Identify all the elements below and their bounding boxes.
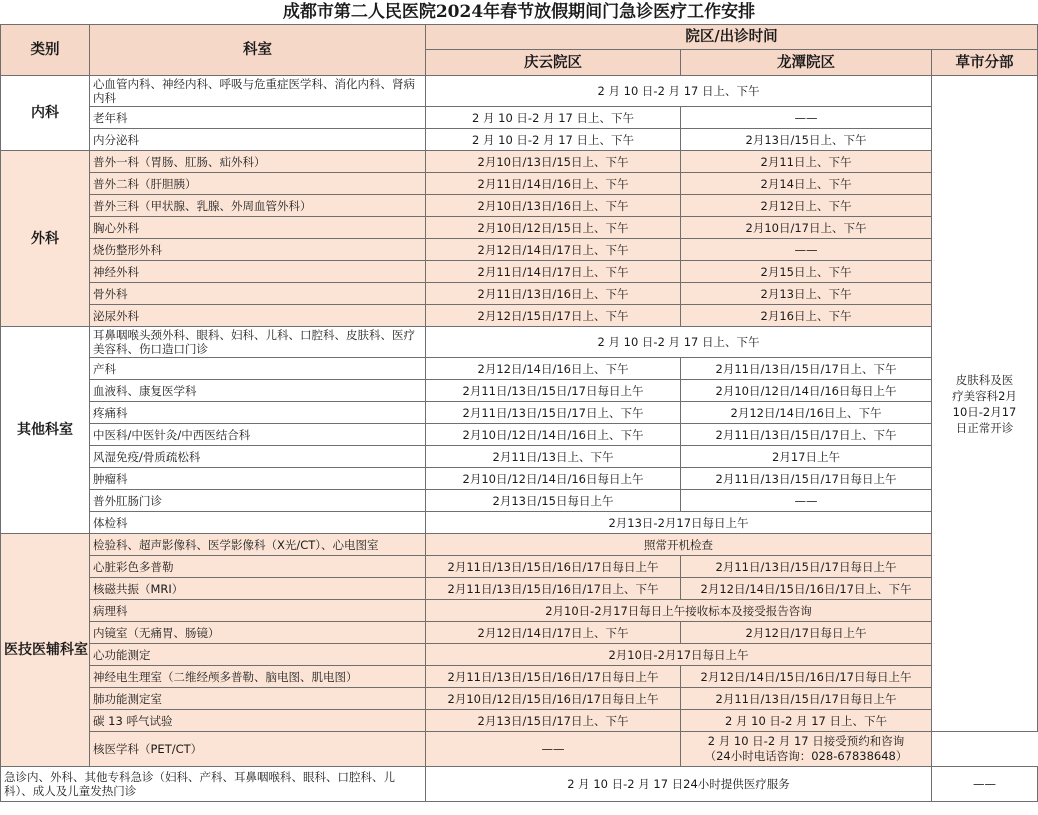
emergency-merged: 2 月 10 日-2 月 17 日24小时提供医疗服务 xyxy=(426,767,932,802)
nuclear-phone-text: （24小时电话咨询：028-67838648） xyxy=(704,749,908,763)
table-row-qingyun: 2月10日/13日/16日上、下午 xyxy=(426,195,681,217)
table-row-dept: 普外一科（胃肠、肛肠、疝外科） xyxy=(90,151,426,173)
emergency-caoshi: —— xyxy=(932,767,1038,802)
table-row-merged: 2月10日-2月17日每日上午 xyxy=(426,644,932,666)
table-row-dept: 核磁共振（MRI） xyxy=(90,578,426,600)
table-row-longtan: 2月10日/12日/14日/16日每日上午 xyxy=(681,380,932,402)
table-row-qingyun: 2月11日/13日/15日/16日/17日上、下午 xyxy=(426,578,681,600)
table-row-longtan: 2月13日/15日上、下午 xyxy=(681,129,932,151)
header-department: 科室 xyxy=(90,25,426,76)
table-row-qingyun: —— xyxy=(426,732,681,767)
table-row-longtan: 2月12日/14日/16日上、下午 xyxy=(681,402,932,424)
table-row-qingyun: 2月11日/13日/15日/17日每日上午 xyxy=(426,380,681,402)
table-row-longtan: 2月11日/13日/15日/17日每日上午 xyxy=(681,556,932,578)
table-row-longtan: 2月11日/13日/15日/17日上、下午 xyxy=(681,358,932,380)
table-row-dept: 核医学科（PET/CT） xyxy=(90,732,426,767)
table-row-qingyun: 2月11日/13日上、下午 xyxy=(426,446,681,468)
table-row-dept: 肿瘤科 xyxy=(90,468,426,490)
category-neike: 内科 xyxy=(1,76,90,151)
table-row-dept: 神经外科 xyxy=(90,261,426,283)
table-row-longtan: 2 月 10 日-2 月 17 日上、下午 xyxy=(681,710,932,732)
table-row-longtan: 2月11日/13日/15日/17日每日上午 xyxy=(681,468,932,490)
table-row-dept: 骨外科 xyxy=(90,283,426,305)
table-row-dept: 内镜室（无痛胃、肠镜） xyxy=(90,622,426,644)
table-row-qingyun: 2月11日/13日/15日/16日/17日每日上午 xyxy=(426,556,681,578)
table-row-dept: 血液科、康复医学科 xyxy=(90,380,426,402)
header-caoshi: 草市分部 xyxy=(932,50,1038,76)
header-longtan: 龙潭院区 xyxy=(681,50,932,76)
table-row-longtan: 2月11日上、下午 xyxy=(681,151,932,173)
table-row-dept: 胸心外科 xyxy=(90,217,426,239)
table-row-dept: 病理科 xyxy=(90,600,426,622)
caoshi-note: 皮肤科及医疗美容科2月10日-2月17日正常开诊 xyxy=(932,76,1038,732)
header-qingyun: 庆云院区 xyxy=(426,50,681,76)
emergency-dept: 急诊内、外科、其他专科急诊（妇科、产科、耳鼻咽喉科、眼科、口腔科、儿科）、成人及儿童发热门诊 xyxy=(1,767,426,802)
table-row-longtan: 2月17日上午 xyxy=(681,446,932,468)
table-row-longtan: 2月11日/13日/15日/17日每日上午 xyxy=(681,688,932,710)
table-row-dept: 产科 xyxy=(90,358,426,380)
table-row-qingyun: 2月11日/13日/15日/17日上、下午 xyxy=(426,402,681,424)
table-row-qingyun: 2月13日/15日/17日上、下午 xyxy=(426,710,681,732)
category-waike: 外科 xyxy=(1,151,90,327)
table-row-longtan: 2月16日上、下午 xyxy=(681,305,932,327)
table-row-dept: 泌尿外科 xyxy=(90,305,426,327)
table-row-qingyun: 2月12日/14日/16日上、下午 xyxy=(426,358,681,380)
table-row-qingyun: 2 月 10 日-2 月 17 日上、下午 xyxy=(426,129,681,151)
table-row-longtan xyxy=(681,732,932,767)
table-row-dept: 心血管内科、神经内科、呼吸与危重症医学科、消化内科、肾病内科 xyxy=(90,76,426,107)
table-row-merged: 2 月 10 日-2 月 17 日上、下午 xyxy=(426,327,932,358)
category-yiji: 医技医辅科室 xyxy=(1,534,90,767)
table-row-qingyun: 2月11日/13日/16日上、下午 xyxy=(426,283,681,305)
page-title: 成都市第二人民医院2024年春节放假期间门急诊医疗工作安排 xyxy=(282,2,756,22)
table-row-longtan: 2月15日上、下午 xyxy=(681,261,932,283)
table-row-merged: 2月13日-2月17日每日上午 xyxy=(426,512,932,534)
table-row-merged: 2月10日-2月17日每日上午接收标本及接受报告咨询 xyxy=(426,600,932,622)
schedule-table xyxy=(0,24,1038,802)
table-row-merged: 照常开机检查 xyxy=(426,534,932,556)
table-row-longtan: —— xyxy=(681,490,932,512)
table-row-qingyun: 2月12日/14日/17日上、下午 xyxy=(426,622,681,644)
table-row-dept: 普外二科（肝胆胰） xyxy=(90,173,426,195)
table-row-qingyun: 2 月 10 日-2 月 17 日上、下午 xyxy=(426,107,681,129)
table-row-dept: 肺功能测定室 xyxy=(90,688,426,710)
table-row-qingyun: 2月10日/12日/14日/16日上、下午 xyxy=(426,424,681,446)
table-row-qingyun: 2月11日/13日/15日/16日/17日每日上午 xyxy=(426,666,681,688)
table-row-longtan: 2月12日/14日/15日/16日/17日上、下午 xyxy=(681,578,932,600)
header-campus-time: 院区/出诊时间 xyxy=(426,25,1038,50)
table-row-qingyun: 2月13日/15日每日上午 xyxy=(426,490,681,512)
table-row-dept: 体检科 xyxy=(90,512,426,534)
table-row-dept: 神经电生理室（二维经颅多普勒、脑电图、肌电图） xyxy=(90,666,426,688)
table-row-qingyun: 2月10日/12日/14日/16日每日上午 xyxy=(426,468,681,490)
table-row-merged: 2 月 10 日-2 月 17 日上、下午 xyxy=(426,76,932,107)
header-category: 类别 xyxy=(1,25,90,76)
table-row-dept: 普外肛肠门诊 xyxy=(90,490,426,512)
table-row-longtan: 2月11日/13日/15日/17日上、下午 xyxy=(681,424,932,446)
category-qita: 其他科室 xyxy=(1,327,90,534)
nuclear-appointment-text: 2 月 10 日-2 月 17 日接受预约和咨询 xyxy=(707,734,905,748)
table-row-longtan: 2月12日上、下午 xyxy=(681,195,932,217)
table-row-longtan: 2月12日/17日每日上午 xyxy=(681,622,932,644)
table-row-dept: 心功能测定 xyxy=(90,644,426,666)
table-row-dept: 耳鼻咽喉头颈外科、眼科、妇科、儿科、口腔科、皮肤科、医疗美容科、伤口造口门诊 xyxy=(90,327,426,358)
table-row-dept: 疼痛科 xyxy=(90,402,426,424)
table-row-dept: 碳 13 呼气试验 xyxy=(90,710,426,732)
table-row-qingyun: 2月12日/15日/17日上、下午 xyxy=(426,305,681,327)
table-row-longtan: —— xyxy=(681,239,932,261)
table-row-longtan: 2月10日/17日上、下午 xyxy=(681,217,932,239)
table-row-qingyun: 2月12日/14日/17日上、下午 xyxy=(426,239,681,261)
table-row-dept: 心脏彩色多普勒 xyxy=(90,556,426,578)
table-row-longtan: 2月14日上、下午 xyxy=(681,173,932,195)
table-row-dept: 老年科 xyxy=(90,107,426,129)
table-row-qingyun: 2月11日/14日/16日上、下午 xyxy=(426,173,681,195)
table-row-dept: 检验科、超声影像科、医学影像科（X光/CT）、心电图室 xyxy=(90,534,426,556)
table-row-dept: 普外三科（甲状腺、乳腺、外周血管外科） xyxy=(90,195,426,217)
table-row-longtan: —— xyxy=(681,107,932,129)
table-row-dept: 内分泌科 xyxy=(90,129,426,151)
table-row-dept: 风湿免疫/骨质疏松科 xyxy=(90,446,426,468)
table-row-qingyun: 2月11日/14日/17日上、下午 xyxy=(426,261,681,283)
table-row-longtan: 2月12日/14日/15日/16日/17日每日上午 xyxy=(681,666,932,688)
table-row-qingyun: 2月10日/12日/15日上、下午 xyxy=(426,217,681,239)
table-row-longtan: 2月13日上、下午 xyxy=(681,283,932,305)
table-row-dept: 烧伤整形外科 xyxy=(90,239,426,261)
table-row-dept: 中医科/中医针灸/中西医结合科 xyxy=(90,424,426,446)
table-row-qingyun: 2月10日/13日/15日上、下午 xyxy=(426,151,681,173)
table-row-qingyun: 2月10日/12日/15日/16日/17日每日上午 xyxy=(426,688,681,710)
